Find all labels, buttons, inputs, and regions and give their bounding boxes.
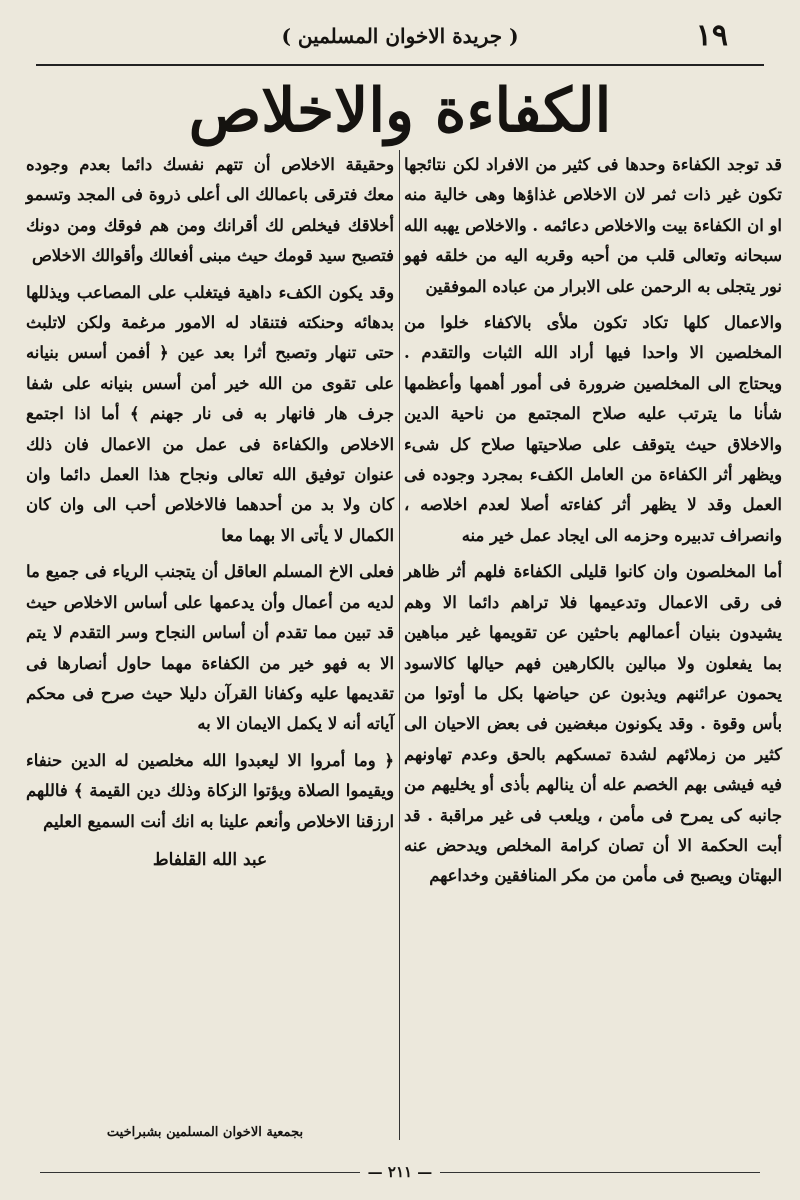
footer-page-number	[0, 1163, 800, 1181]
article-title: الكفاءة والاخلاص	[188, 76, 612, 146]
left-column	[26, 150, 394, 1150]
author-signature: عبد الله القلفاط	[152, 849, 268, 870]
page-header	[30, 14, 770, 60]
footer-page-number-text: — ٢١١ —	[360, 1163, 441, 1181]
page-number: ١٩	[695, 18, 728, 53]
right-column	[404, 150, 782, 1150]
newspaper-name: ( جريدة الاخوان المسلمين )	[281, 24, 519, 48]
paragraph: والاعمال كلها تكاد تكون ملأى بالاكفاء خلوا من المخلصين الا واحدا فيها أراد الله الثبات والتقدم . ويحتاج الى المخلصين ضرورة فى أمور أهمها وأعظمها شأنا ما يترتب عليه صلاح المجتمع من ناحية الدين والاخلاق حيث يتوقف على صلاحيتها صلاح كل شىء ويظهر أثر الكفاءة من العامل الكفء بمجرد وجوده فى العمل وقد لا يظهر أثر كفاءته أصلا لعدم اخلاصه ، وانصراف تدبيره وحزمه الى ايجاد عمل خير منه	[404, 313, 782, 545]
paragraph: قد توجد الكفاءة وحدها فى كثير من الافراد لكن نتائجها تكون غير ذات ثمر لان الاخلاص غذاؤها وهى خالية منه او ان الكفاءة بيت والاخلاص دعائمه . والاخلاص يهبه الله سبحانه وتعالى قلب من أحبه وقربه اليه من خلقه فهو نور يتجلى به الرحمن على الابرار من عباده الموفقين	[404, 155, 782, 296]
paragraph: وحقيقة الاخلاص أن تتهم نفسك دائما بعدم وجوده معك فترقى باعمالك الى أعلى ذروة فى المجد وتسمو أخلاقك فيخلص لك أقرانك ومن هم فوقك ومن دونك فتصبح سيد قومك حيث مبنى أفعالك وأقوالك الاخلاص	[26, 155, 394, 266]
author-society: بجمعية الاخوان المسلمين بشبراخيت	[106, 1125, 304, 1140]
paragraph: وقد يكون الكفء داهية فيتغلب على المصاعب ويذللها بدهائه وحنكته فتنقاد له الامور مرغمة ولكن لاتلبث حتى تنهار وتصبح أثرا بعد عين ﴿ أفمن أسس بنيانه على تقوى من الله خير أمن أسس بنيانه على شفا جرف هار فانهار به فى نار جهنم ﴾ أما اذا اجتمع الاخلاص والكفاءة فى عمل من الاعمال فان ذلك عنوان توفيق الله تعالى ونجاح هذا العمل دائما وان كان ولا بد من أحدهما فالاخلاص أحب الى وان كان الكمال لا يأتى الا بهما معا	[26, 282, 394, 545]
header-rule	[36, 64, 764, 66]
paragraph: أما المخلصون وان كانوا قليلى الكفاءة فلهم أثر ظاهر فى رقى الاعمال وتدعيمها فلا تراهم دائما الا وهم يشيدون بنيان أعمالهم باحثين عن تقويمها غير مباهين بما يفعلون ولا مبالين بالكارهين فهم حيالها كالاسود يحمون عرائنهم ويذبون عن حياضها بكل ما أوتوا من بأس وقوة . وقد يكونون مبغضين فى بعض الاحيان الى كثير من زملائهم لشدة تمسكهم بالحق وعدم تهاونهم فيه فيشى بهم الخصم عله أن ينالهم بأذى أو يخليهم من جانبه كى يمرح فى مأمن ، ويلعب فى غير مراقبة . قد أبت الحكمة الا أن تصان كرامة المخلص ويدحض عنه البهتان ويصبح فى مأمن من مكر المنافقين وخداعهم	[404, 562, 782, 886]
quran-quote: ﴿ وما أمروا الا ليعبدوا الله مخلصين له الدين حنفاء ويقيموا الصلاة ويؤتوا الزكاة وذلك دين القيمة ﴾ فاللهم ارزقنا الاخلاص وأنعم علينا به انك أنت السميع العليم	[26, 750, 394, 831]
column-divider	[399, 150, 400, 1140]
paragraph: فعلى الاخ المسلم العاقل أن يتجنب الرياء فى جميع ما لديه من أعمال وأن يدعمها على أساس الاخلاص حيث قد تبين مما تقدم أن أساس النجاح وسر التقدم لا يتم الا به فهو خير من الكفاءة مهما حاول أنصارها فى تقديمها عليه وكفانا القرآن دليلا حيث صرح فى محكم آياته أنه لا يكمل الايمان الا به	[26, 562, 394, 734]
